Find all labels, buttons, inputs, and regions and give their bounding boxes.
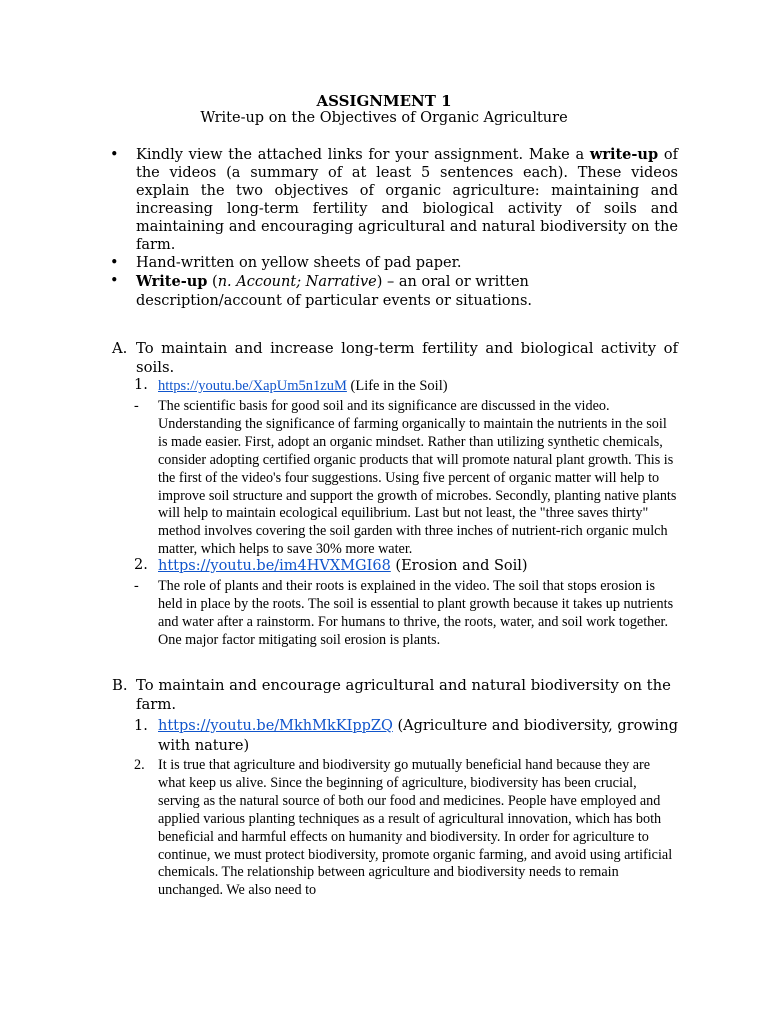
bullet-icon: • [110, 273, 119, 289]
instruction-item [110, 146, 678, 254]
section-letter: A. [112, 340, 128, 357]
section-heading-text: To maintain and encourage agricultural and natural biodiversity on the farm. [136, 677, 671, 713]
video-item [134, 716, 678, 756]
instructions-list [110, 146, 678, 311]
video-link[interactable]: https://youtu.be/XapUm5n1zuM [158, 378, 347, 394]
definition-pos: n. Account; Narrative [217, 274, 377, 290]
instruction-text: Hand-written on yellow sheets of pad paper. [136, 255, 462, 271]
video-item [134, 557, 678, 575]
dash-marker: - [134, 398, 139, 414]
instruction-item [110, 254, 678, 272]
summary-paragraph [134, 578, 678, 650]
definition-paren: ( [207, 274, 218, 290]
instruction-bold: write-up [589, 146, 659, 163]
definition-term: Write-up [136, 273, 208, 290]
assignment-subtitle: Write-up on the Objectives of Organic Agriculture [200, 110, 568, 126]
summary-text: The scientific basis for good soil and its significance are discussed in the video. Understanding the significance of farming organically to maintain the nutrients in the soil is made easier. First, adopt an organic mindset. Rather than utilizing synthetic chemicals, consider adopting certified organic products that will promote natural plant growth. This is the first of the video's four suggestions. Using five percent of organic matter will help to improve soil structure and support the growth of microbes. Secondly, planting native plants will help to maintain ecological equilibrium. Last but not least, the "three saves thirty" method involves covering the soil garden with three inches of nutrient-rich organic mulch matter, which helps to save 30% more water. [158, 398, 677, 558]
bullet-icon: • [110, 147, 119, 163]
item-number: 2. [134, 557, 148, 573]
section-letter: B. [112, 677, 128, 694]
item-number: 1. [134, 718, 148, 734]
assignment-title: ASSIGNMENT 1 [316, 92, 452, 110]
bullet-icon: • [110, 255, 119, 271]
video-title: (Erosion and Soil) [390, 558, 528, 574]
summary-paragraph [134, 398, 678, 559]
video-title: (Agriculture and biodiversity, growing with nature) [158, 718, 678, 754]
summary-text: The role of plants and their roots is explained in the video. The soil that stops erosion is held in place by the roots. The soil is essential to plant growth because it takes up nutrients and water after a rainstorm. For humans to thrive, the roots, water, and soil work together. One major factor mitigating soil erosion is plants. [158, 578, 674, 648]
definition-text: ) – an oral or written description/account of particular events or situations. [136, 274, 533, 309]
instruction-item [110, 272, 678, 311]
instruction-text: Kindly view the attached links for your assignment. Make a [136, 147, 590, 163]
dash-marker: - [134, 578, 139, 594]
video-link[interactable]: https://youtu.be/MkhMkKIppZQ [158, 718, 393, 734]
instruction-text: of the videos (a summary of at least 5 sentences each). These videos explain the two objectives of organic agriculture: maintaining and increasing long-term fertility and biological activity of soils and maintaining and encouraging agricultural and natural biodiversity on the farm. [136, 147, 678, 253]
summary-paragraph [134, 757, 678, 900]
video-title: (Life in the Soil) [346, 378, 448, 394]
section-b-heading [112, 677, 678, 714]
section-a-heading [112, 340, 678, 377]
item-number: 2. [134, 757, 145, 773]
section-heading-text: To maintain and increase long-term fertility and biological activity of soils. [136, 340, 678, 376]
video-item [134, 377, 678, 395]
video-link[interactable]: https://youtu.be/im4HVXMGI68 [158, 558, 391, 574]
summary-text: It is true that agriculture and biodiversity go mutually beneficial hand because they are what keep us alive. Since the beginning of agriculture, biodiversity has been crucial, serving as the natural source of both our food and medicines. People have employed and applied various planting techniques as a result of agricultural innovation, which has both beneficial and harmful effects on humanity and biodiversity. In order for agriculture to continue, we must protect biodiversity, promote organic farming, and avoid using artificial chemicals. The relationship between agriculture and biodiversity needs to remain unchanged. We also need to [158, 757, 673, 899]
item-number: 1. [134, 377, 148, 393]
